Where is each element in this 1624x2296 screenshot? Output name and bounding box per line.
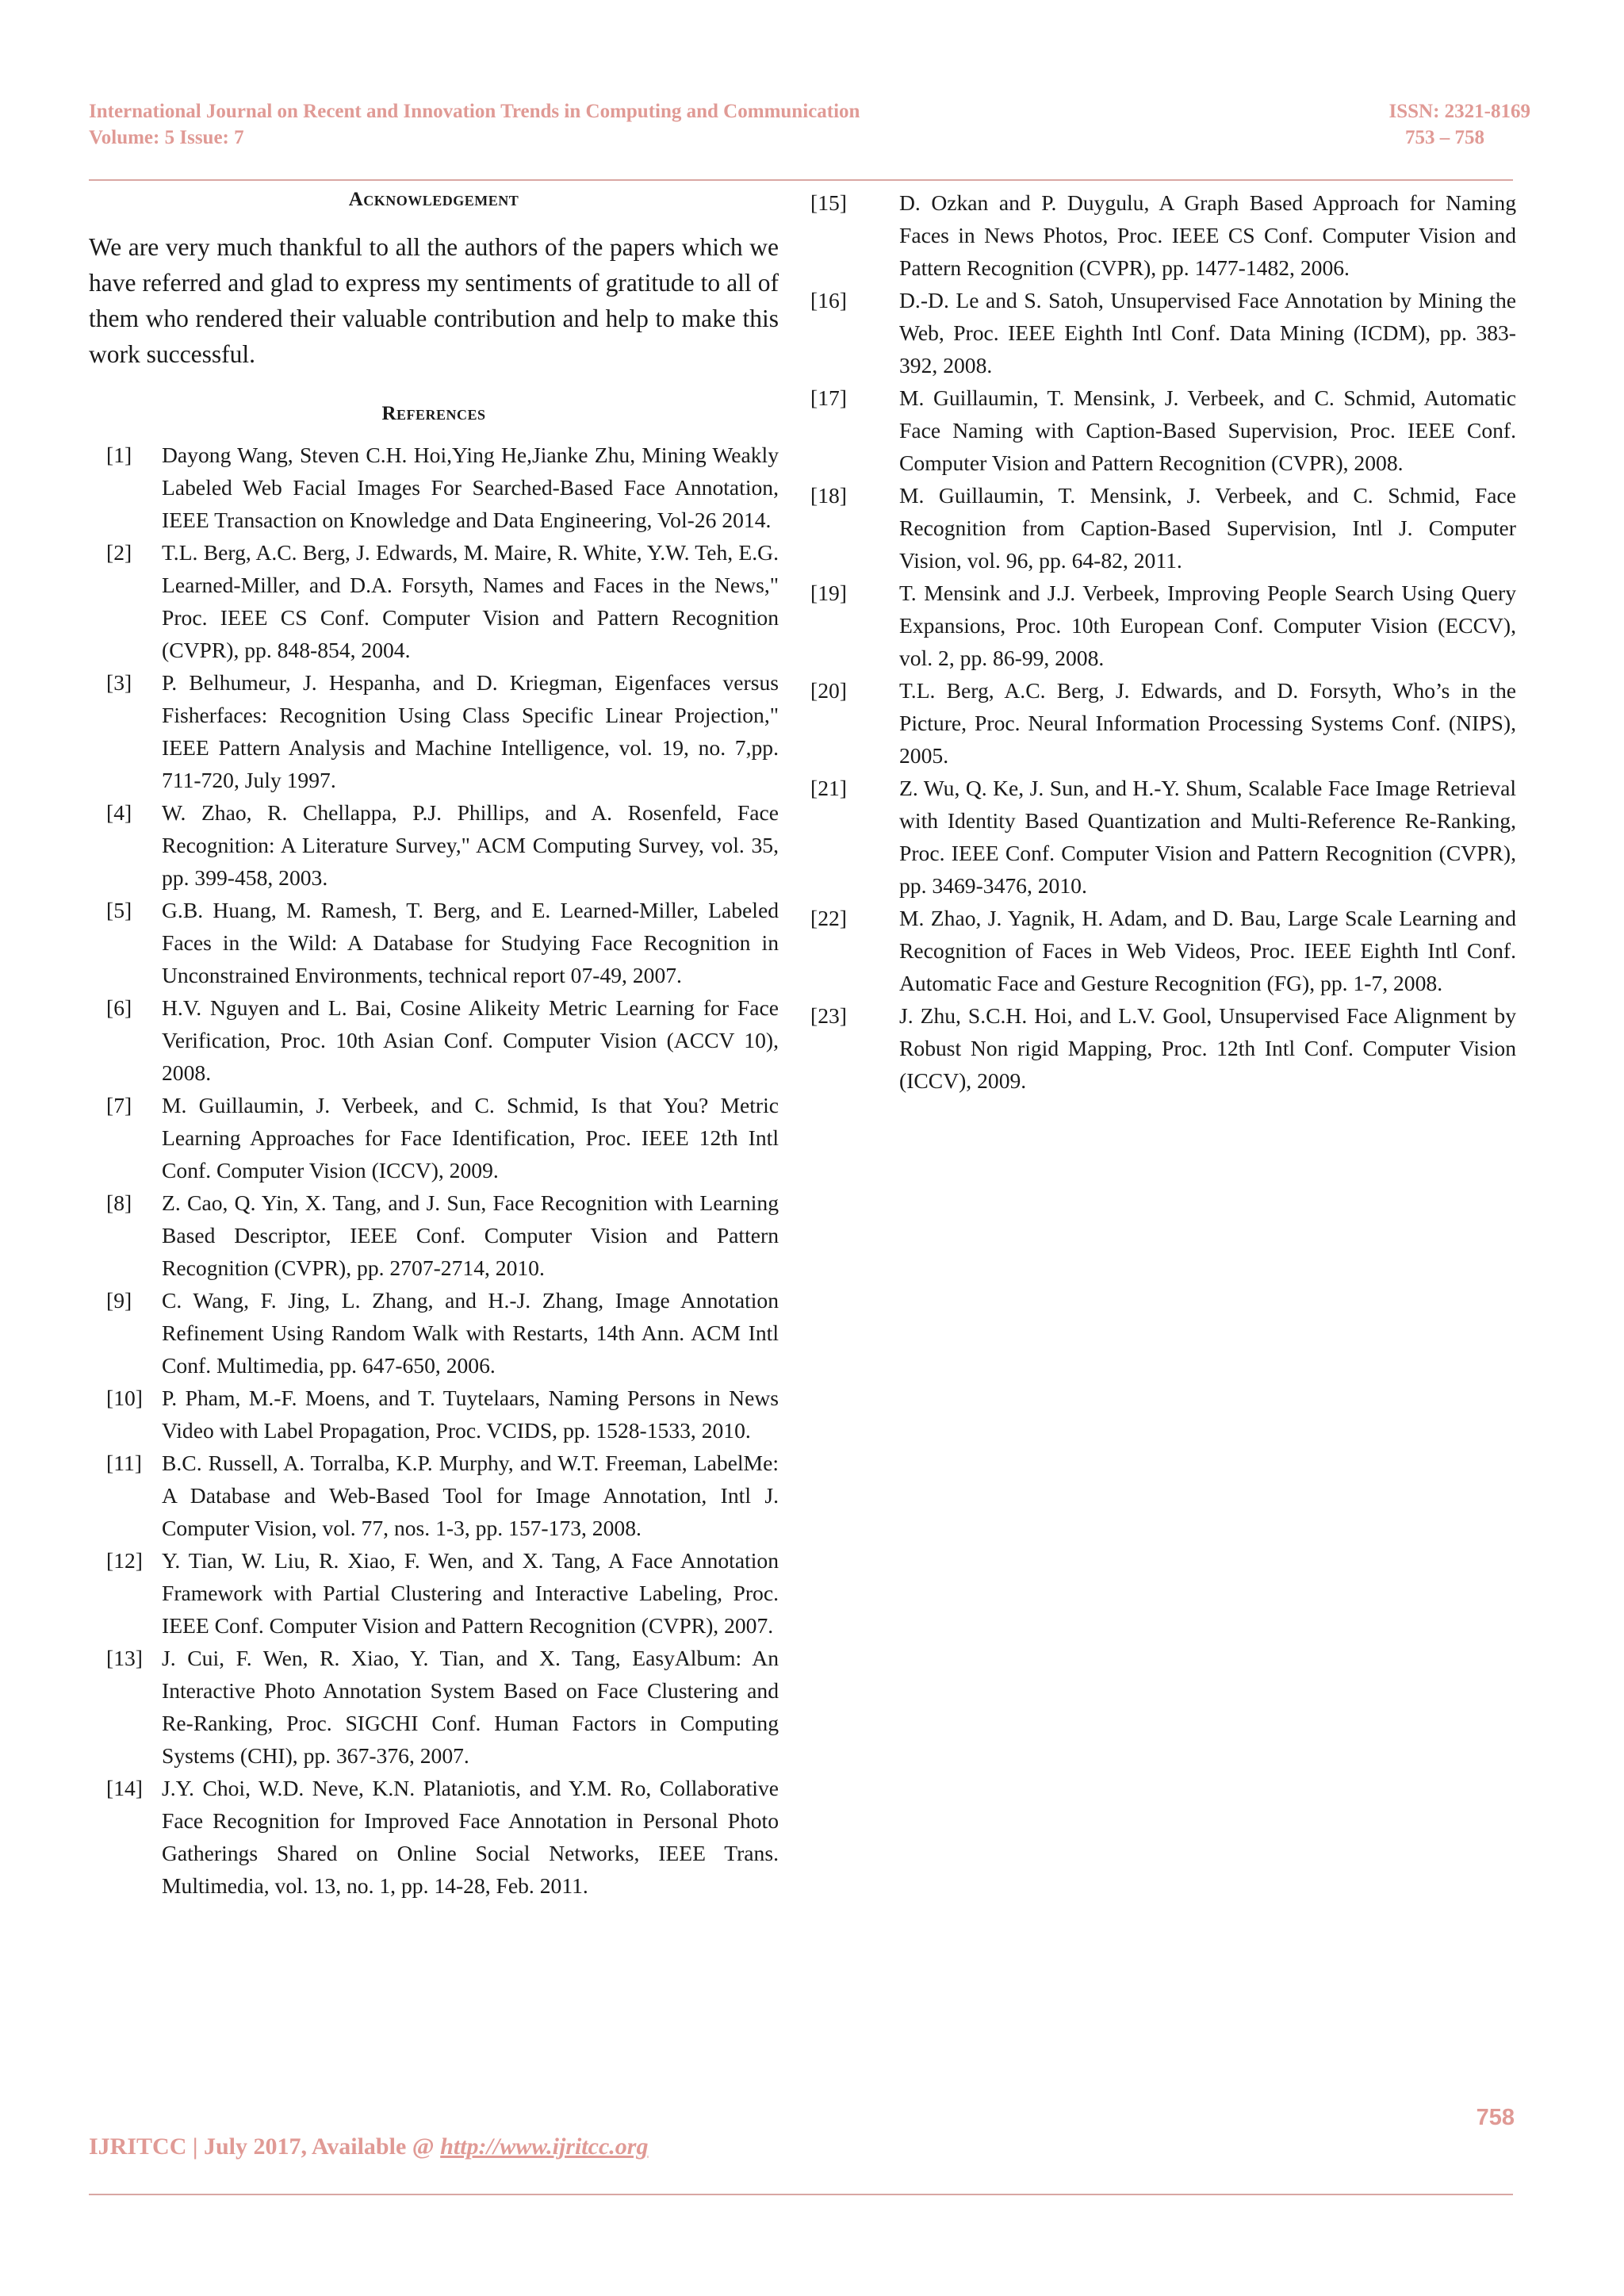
reference-text: J. Cui, F. Wen, R. Xiao, Y. Tian, and X. Tang, EasyAlbum: An Interactive Photo Annotation System Based on Face Clustering and Re-Ranking, Proc. SIGCHI Conf. Human Factors in Computing Systems (CHI), pp. 367-376, 2007. bbox=[162, 1646, 779, 1768]
reference-text: J. Zhu, S.C.H. Hoi, and L.V. Gool, Unsupervised Face Alignment by Robust Non rigid Mapping, Proc. 12th Intl Conf. Computer Vision (ICCV), 2009. bbox=[899, 1003, 1516, 1093]
reference-item bbox=[89, 1382, 779, 1447]
reference-item bbox=[810, 999, 1516, 1097]
reference-item bbox=[89, 536, 779, 666]
reference-number bbox=[89, 796, 162, 894]
acknowledgement-body: We are very much thankful to all the authors of the papers which we have referred and glad to express my sentiments of gratitude to all of them who rendered their valuable contribution and help to make this work successful. bbox=[89, 233, 779, 368]
reference-item bbox=[89, 1642, 779, 1772]
reference-number bbox=[810, 284, 899, 381]
reference-number bbox=[89, 1186, 162, 1284]
reference-number bbox=[89, 894, 162, 991]
reference-number-label: [9] bbox=[106, 1288, 132, 1313]
reference-number bbox=[89, 1284, 162, 1382]
reference-list-right bbox=[810, 186, 1516, 1097]
references-heading: References bbox=[381, 403, 486, 424]
reference-item bbox=[810, 479, 1516, 577]
reference-number bbox=[810, 772, 899, 902]
reference-number bbox=[89, 1642, 162, 1772]
journal-link[interactable]: http://www.ijritcc.org bbox=[440, 2133, 649, 2160]
reference-number bbox=[810, 479, 899, 577]
reference-item bbox=[810, 381, 1516, 479]
reference-number-label: [16] bbox=[810, 288, 847, 312]
reference-number bbox=[810, 902, 899, 999]
reference-number bbox=[89, 1382, 162, 1447]
reference-number-label: [7] bbox=[106, 1093, 132, 1117]
reference-text: M. Zhao, J. Yagnik, H. Adam, and D. Bau, Large Scale Learning and Recognition of Faces in Web Videos, Proc. IEEE Eighth Intl Conf. Automatic Face and Gesture Recognition (FG), pp. 1-7, 2008. bbox=[899, 906, 1516, 995]
reference-item bbox=[89, 894, 779, 991]
reference-number bbox=[810, 186, 899, 284]
reference-item bbox=[810, 674, 1516, 772]
reference-text: M. Guillaumin, J. Verbeek, and C. Schmid, Is that You? Metric Learning Approaches for Face Identification, Proc. IEEE 12th Intl Conf. Computer Vision (ICCV), 2009. bbox=[162, 1093, 779, 1182]
reference-text: Z. Wu, Q. Ke, J. Sun, and H.-Y. Shum, Scalable Face Image Retrieval with Identity Based Quantization and Multi-Reference Re-Ranking, Proc. IEEE Conf. Computer Vision and Pattern Recognition (CVPR), pp. 3469-3476, 2010. bbox=[899, 776, 1516, 898]
reference-number-label: [14] bbox=[106, 1776, 143, 1800]
reference-text: T.L. Berg, A.C. Berg, J. Edwards, and D. Forsyth, Who’s in the Picture, Proc. Neural Information Processing Systems Conf. (NIPS), 2005. bbox=[899, 678, 1516, 768]
reference-number bbox=[89, 666, 162, 796]
reference-text: W. Zhao, R. Chellappa, P.J. Phillips, and A. Rosenfeld, Face Recognition: A Literature Survey," ACM Computing Survey, vol. 35, pp. 399-458, 2003. bbox=[162, 800, 779, 890]
reference-text: Dayong Wang, Steven C.H. Hoi,Ying He,Jianke Zhu, Mining Weakly Labeled Web Facial Images For Searched-Based Face Annotation, IEEE Transaction on Knowledge and Data Engineering, Vol-26 2014. bbox=[162, 443, 779, 532]
reference-number-label: [22] bbox=[810, 906, 847, 930]
reference-item bbox=[89, 1447, 779, 1544]
reference-number-label: [13] bbox=[106, 1646, 143, 1670]
reference-text: J.Y. Choi, W.D. Neve, K.N. Plataniotis, and Y.M. Ro, Collaborative Face Recognition for Improved Face Annotation in Personal Photo Gatherings Shared on Online Social Networks, IEEE Trans. Multimedia, vol. 13, no. 1, pp. 14-28, Feb. 2011. bbox=[162, 1776, 779, 1898]
reference-number-label: [20] bbox=[810, 678, 847, 703]
reference-number-label: [1] bbox=[106, 443, 132, 467]
reference-item bbox=[89, 796, 779, 894]
reference-number-label: [3] bbox=[106, 670, 132, 695]
reference-number bbox=[810, 577, 899, 674]
running-header-left bbox=[89, 98, 860, 151]
reference-number-label: [4] bbox=[106, 800, 132, 825]
reference-text: M. Guillaumin, T. Mensink, J. Verbeek, and C. Schmid, Face Recognition from Caption-Based Supervision, Intl J. Computer Vision, vol. 96, pp. 64-82, 2011. bbox=[899, 483, 1516, 573]
reference-item bbox=[89, 1544, 779, 1642]
reference-text: G.B. Huang, M. Ramesh, T. Berg, and E. Learned-Miller, Labeled Faces in the Wild: A Database for Studying Face Recognition in Unconstrained Environments, technical report 07-49, 2007. bbox=[162, 898, 779, 987]
reference-number-label: [11] bbox=[106, 1451, 142, 1475]
left-column bbox=[89, 186, 779, 1902]
header-divider bbox=[89, 179, 1513, 181]
reference-item bbox=[89, 666, 779, 796]
reference-item bbox=[810, 186, 1516, 284]
reference-number-label: [19] bbox=[810, 581, 847, 605]
reference-text: D. Ozkan and P. Duygulu, A Graph Based Approach for Naming Faces in News Photos, Proc. IEEE CS Conf. Computer Vision and Pattern Recognition (CVPR), pp. 1477-1482, 2006. bbox=[899, 190, 1516, 280]
reference-text: M. Guillaumin, T. Mensink, J. Verbeek, and C. Schmid, Automatic Face Naming with Caption-Based Supervision, Proc. IEEE Conf. Computer Vision and Pattern Recognition (CVPR), 2008. bbox=[899, 385, 1516, 475]
reference-text: P. Belhumeur, J. Hespanha, and D. Kriegman, Eigenfaces versus Fisherfaces: Recognition Using Class Specific Linear Projection," IEEE Pattern Analysis and Machine Intelligence, vol. 19, no. 7,pp. 711-720, July 1997. bbox=[162, 670, 779, 792]
reference-item bbox=[89, 991, 779, 1089]
acknowledgement-heading: Acknowledgement bbox=[348, 189, 519, 210]
reference-number-label: [6] bbox=[106, 995, 132, 1020]
reference-number-label: [23] bbox=[810, 1003, 847, 1028]
running-header-right bbox=[1348, 98, 1530, 151]
reference-text: T.L. Berg, A.C. Berg, J. Edwards, M. Maire, R. White, Y.W. Teh, E.G. Learned-Miller, and D.A. Forsyth, Names and Faces in the News," Proc. IEEE CS Conf. Computer Vision and Pattern Recognition (CVPR), pp. 848-854, 2004. bbox=[162, 540, 779, 662]
reference-text: P. Pham, M.-F. Moens, and T. Tuytelaars, Naming Persons in News Video with Label Propagation, Proc. VCIDS, pp. 1528-1533, 2010. bbox=[162, 1386, 779, 1443]
reference-list-left bbox=[89, 439, 779, 1902]
reference-text: H.V. Nguyen and L. Bai, Cosine Alikeity Metric Learning for Face Verification, Proc. 10th Asian Conf. Computer Vision (ACCV 10), 2008. bbox=[162, 995, 779, 1085]
reference-text: C. Wang, F. Jing, L. Zhang, and H.-J. Zhang, Image Annotation Refinement Using Random Walk with Restarts, 14th Ann. ACM Intl Conf. Multimedia, pp. 647-650, 2006. bbox=[162, 1288, 779, 1378]
reference-number-label: [2] bbox=[106, 540, 132, 565]
reference-number bbox=[810, 674, 899, 772]
reference-text: D.-D. Le and S. Satoh, Unsupervised Face Annotation by Mining the Web, Proc. IEEE Eighth Intl Conf. Data Mining (ICDM), pp. 383-392, 2008. bbox=[899, 288, 1516, 378]
reference-number bbox=[89, 1772, 162, 1902]
reference-number bbox=[89, 536, 162, 666]
page-range: 753 – 758 bbox=[1405, 127, 1484, 148]
reference-number bbox=[89, 1447, 162, 1544]
reference-item bbox=[89, 439, 779, 536]
page-number: 758 bbox=[1476, 2105, 1515, 2130]
reference-item bbox=[89, 1772, 779, 1902]
reference-number-label: [10] bbox=[106, 1386, 143, 1410]
reference-number bbox=[89, 439, 162, 536]
reference-item bbox=[810, 577, 1516, 674]
reference-number bbox=[89, 1089, 162, 1186]
volume-issue: Volume: 5 Issue: 7 bbox=[89, 127, 244, 148]
footer-text: IJRITCC | July 2017, Available @ bbox=[89, 2133, 441, 2160]
reference-number bbox=[89, 1544, 162, 1642]
reference-number-label: [21] bbox=[810, 776, 847, 800]
reference-item bbox=[89, 1284, 779, 1382]
reference-text: Y. Tian, W. Liu, R. Xiao, F. Wen, and X. Tang, A Face Annotation Framework with Partial Clustering and Interactive Labeling, Proc. IEEE Conf. Computer Vision and Pattern Recognition (CVPR), 2007. bbox=[162, 1548, 779, 1638]
reference-item bbox=[89, 1089, 779, 1186]
reference-item bbox=[810, 772, 1516, 902]
reference-item bbox=[810, 902, 1516, 999]
reference-number-label: [18] bbox=[810, 483, 847, 508]
reference-number bbox=[810, 999, 899, 1097]
reference-number-label: [17] bbox=[810, 385, 847, 410]
journal-title: International Journal on Recent and Innovation Trends in Computing and Communication bbox=[89, 101, 860, 122]
reference-number-label: [5] bbox=[106, 898, 132, 922]
reference-number-label: [12] bbox=[106, 1548, 143, 1573]
footer-divider bbox=[89, 2194, 1513, 2195]
reference-number bbox=[89, 991, 162, 1089]
reference-number-label: [15] bbox=[810, 190, 847, 215]
reference-item bbox=[89, 1186, 779, 1284]
footer bbox=[89, 2133, 648, 2160]
reference-text: T. Mensink and J.J. Verbeek, Improving People Search Using Query Expansions, Proc. 10th European Conf. Computer Vision (ECCV), vol. 2, pp. 86-99, 2008. bbox=[899, 581, 1516, 670]
reference-number-label: [8] bbox=[106, 1190, 132, 1215]
reference-text: Z. Cao, Q. Yin, X. Tang, and J. Sun, Face Recognition with Learning Based Descriptor, IEEE Conf. Computer Vision and Pattern Recognition (CVPR), pp. 2707-2714, 2010. bbox=[162, 1190, 779, 1280]
reference-text: B.C. Russell, A. Torralba, K.P. Murphy, and W.T. Freeman, LabelMe: A Database and Web-Based Tool for Image Annotation, Intl J. Computer Vision, vol. 77, nos. 1-3, pp. 157-173, 2008. bbox=[162, 1451, 779, 1540]
reference-item bbox=[810, 284, 1516, 381]
issn: ISSN: 2321-8169 bbox=[1388, 101, 1530, 122]
right-column bbox=[810, 186, 1516, 1097]
reference-number bbox=[810, 381, 899, 479]
